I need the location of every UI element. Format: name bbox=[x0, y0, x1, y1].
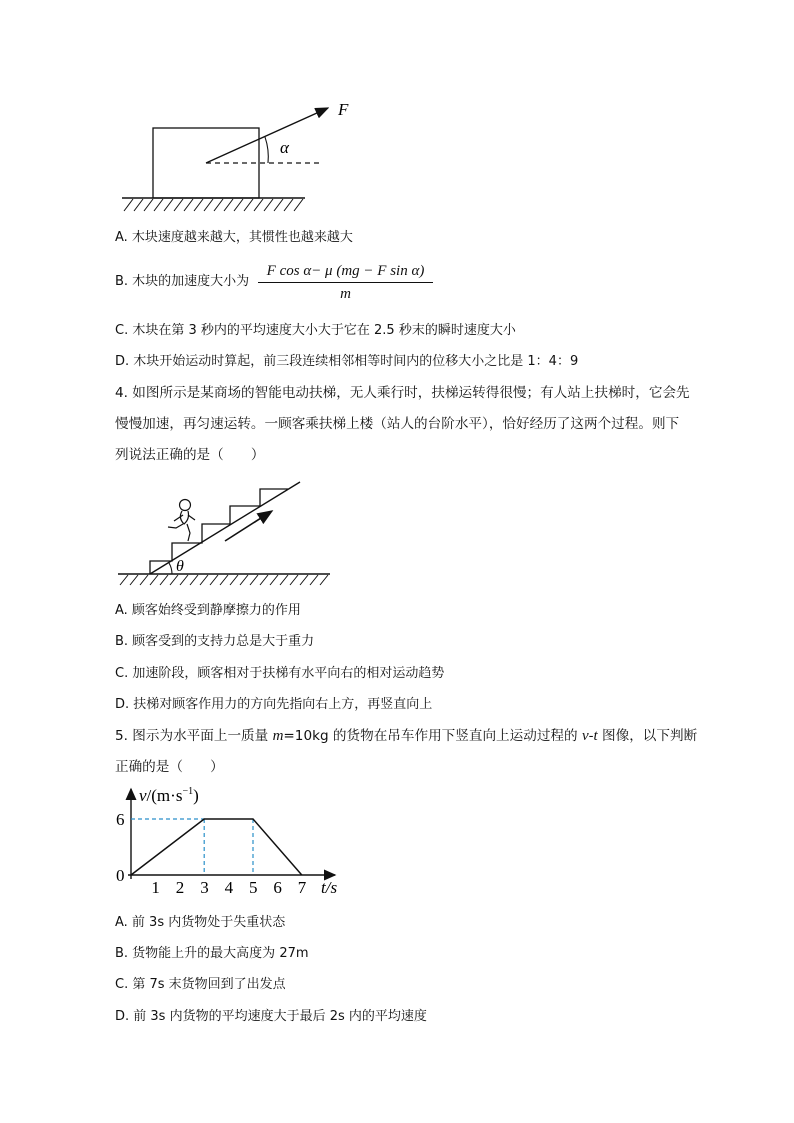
angle-label: θ bbox=[176, 558, 184, 575]
q3-option-a: A. 木块速度越来越大，其惯性也越来越大 bbox=[115, 230, 353, 245]
ground-hatching bbox=[124, 199, 303, 211]
q5-stem-line-2: 正确的是（ ） bbox=[115, 759, 224, 775]
x-tick-label-3: 3 bbox=[200, 878, 209, 897]
motion-arrow bbox=[225, 511, 272, 541]
x-axis-label: t/s bbox=[321, 878, 338, 897]
q4-option-d: D. 扶梯对顾客作用力的方向先指向右上方，再竖直向上 bbox=[115, 697, 433, 712]
q5-option-a: A. 前 3s 内货物处于失重状态 bbox=[115, 915, 286, 930]
q5-stem-text-a: 5. 图示为水平面上一质量 bbox=[115, 728, 273, 744]
angle-label: α bbox=[280, 138, 289, 157]
y-axis-label-units: /(m·s bbox=[146, 786, 183, 805]
angle-arc bbox=[169, 563, 172, 574]
q5-option-d: D. 前 3s 内货物的平均速度大于最后 2s 内的平均速度 bbox=[115, 1009, 427, 1024]
customer-figure bbox=[168, 500, 195, 542]
q4-option-a: A. 顾客始终受到静摩擦力的作用 bbox=[115, 603, 301, 618]
q5-stem-text-b: =10kg 的货物在吊车作用下竖直向上运动过程的 bbox=[283, 728, 582, 744]
block-force-figure bbox=[110, 95, 370, 220]
q4-stem-line-3: 列说法正确的是（ ） bbox=[115, 447, 265, 463]
y-axis-label-exponent: −1 bbox=[182, 786, 194, 797]
q3-option-b: B. 木块的加速度大小为 bbox=[115, 274, 250, 289]
y-axis-label-close: ) bbox=[193, 786, 199, 805]
velocity-symbol: v bbox=[581, 728, 589, 744]
mass-symbol: m bbox=[272, 728, 284, 744]
q5-option-c: C. 第 7s 末货物回到了出发点 bbox=[115, 977, 286, 992]
x-tick-label-6: 6 bbox=[273, 878, 282, 897]
time-symbol: t bbox=[593, 728, 598, 744]
q4-stem-line-2: 慢慢加速，再匀速运转。一顾客乘扶梯上楼（站人的台阶水平），恰好经历了这两个过程。则下 bbox=[115, 416, 680, 432]
vt-dash: - bbox=[588, 728, 594, 744]
force-arrow bbox=[206, 108, 328, 163]
q5-option-b: B. 货物能上升的最大高度为 27m bbox=[115, 946, 309, 961]
escalator-figure bbox=[110, 475, 340, 590]
velocity-series-line bbox=[131, 819, 302, 875]
fraction-numerator: F cos α− μ (mg − F sin α) bbox=[258, 262, 433, 283]
force-label: F bbox=[338, 100, 349, 119]
q3-option-c: C. 木块在第 3 秒内的平均速度大小大于它在 2.5 秒末的瞬时速度大小 bbox=[115, 323, 516, 338]
q4-stem-line-1: 4. 如图所示是某商场的智能电动扶梯，无人乘行时，扶梯运转得很慢；有人站上扶梯时，它会先 bbox=[115, 385, 690, 401]
q5-stem-line-1 bbox=[115, 727, 697, 745]
fraction-denominator: m bbox=[340, 286, 351, 302]
x-tick-label-1: 1 bbox=[151, 878, 160, 897]
q4-option-b: B. 顾客受到的支持力总是大于重力 bbox=[115, 634, 315, 649]
q5-stem-text-c: 图像，以下判断 bbox=[597, 728, 698, 744]
acceleration-fraction bbox=[258, 262, 433, 303]
x-tick-label-4: 4 bbox=[224, 878, 234, 897]
vt-chart bbox=[110, 785, 360, 900]
angle-arc bbox=[265, 137, 268, 163]
y-axis-label bbox=[139, 786, 199, 805]
y-axis-label-main: v bbox=[139, 786, 147, 805]
q4-option-c: C. 加速阶段，顾客相对于扶梯有水平向右的相对运动趋势 bbox=[115, 666, 445, 681]
y-tick-label: 6 bbox=[116, 810, 125, 829]
x-tick-label-7: 7 bbox=[297, 878, 307, 897]
ground-hatching bbox=[120, 575, 328, 585]
x-tick-label-5: 5 bbox=[249, 878, 258, 897]
origin-label: 0 bbox=[116, 866, 125, 885]
x-tick-label-2: 2 bbox=[175, 878, 185, 897]
q3-option-d: D. 木块开始运动时算起，前三段连续相邻相等时间内的位移大小之比是 1：4：9 bbox=[115, 354, 579, 369]
